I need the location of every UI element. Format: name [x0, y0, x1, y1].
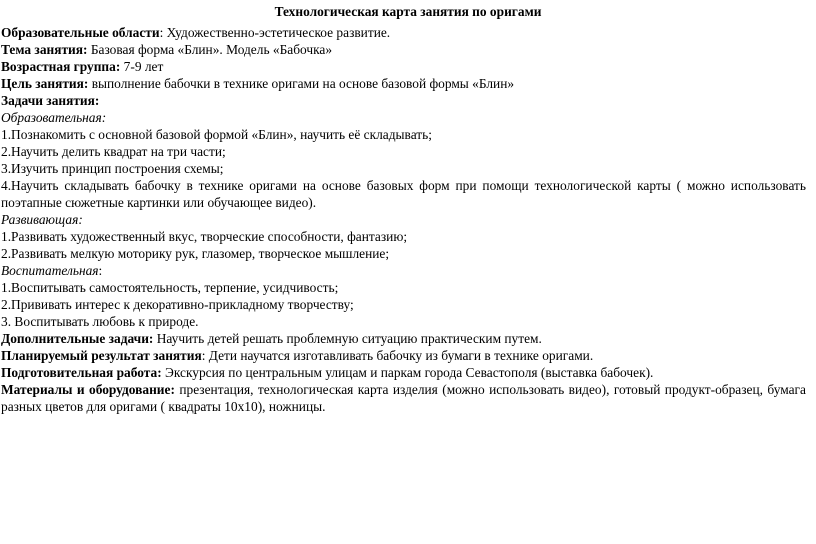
list-item: 2.Прививать интерес к декоративно-прикладному творчеству; [1, 297, 354, 312]
field-value: Научить детей решать проблемную ситуацию практическим путем. [153, 331, 542, 346]
field-value: выполнение бабочки в технике оригами на основе базовой формы «Блин» [88, 76, 515, 91]
field-value: Базовая форма «Блин». Модель «Бабочка» [87, 42, 333, 57]
field-materials [1, 381, 806, 415]
list-item: 3. Воспитывать любовь к природе. [1, 314, 199, 329]
field-label: Образовательные области [1, 25, 160, 40]
field-prep [1, 364, 806, 381]
list-item: 1.Воспитывать самостоятельность, терпение, усидчивость; [1, 280, 339, 295]
field-areas [1, 24, 806, 41]
field-value: презентация, технологическая карта изделия (можно использовать видео), готовый продукт-образец, бумага разных цветов для оригами ( квадраты 10x10), ножницы. [1, 382, 806, 414]
list-item: 2.Научить делить квадрат на три части; [1, 144, 226, 159]
list-item: 4.Научить складывать бабочку в технике оригами на основе базовых форм при помощи технологической карты ( можно использовать поэтапные сюжетные картинки или обучающее видео). [1, 178, 806, 210]
field-value: 7-9 лет [120, 59, 164, 74]
field-value: : Дети научатся изготавливать бабочку из бумаги в технике оригами. [201, 348, 594, 363]
developing-label: Развивающая: [1, 212, 83, 227]
field-value: Экскурсия по центральным улицам и паркам города Севастополя (выставка бабочек). [161, 365, 654, 380]
field-goal [1, 75, 806, 92]
field-label: Подготовительная работа: [1, 365, 162, 380]
separator: : [159, 25, 167, 40]
upbringing-label-line [1, 262, 806, 279]
field-label: Планируемый результат занятия [1, 348, 202, 363]
field-result [1, 347, 806, 364]
field-label: Дополнительные задачи: [1, 331, 154, 346]
field-label: Цель занятия: [1, 76, 89, 91]
field-label: Материалы и оборудование: [1, 382, 175, 397]
list-item: 3.Изучить принцип построения схемы; [1, 161, 224, 176]
field-additional [1, 330, 806, 347]
tasks-heading [1, 92, 806, 109]
list-item: 1.Познакомить с основной базовой формой «Блин», научить её складывать; [1, 127, 432, 142]
list-item: 2.Развивать мелкую моторику рук, глазомер, творческое мышление; [1, 246, 390, 261]
section-heading: Задачи занятия: [1, 93, 100, 108]
upbringing-label: Воспитательная [1, 263, 99, 278]
document-title: Технологическая карта занятия по оригами [274, 4, 542, 19]
field-topic [1, 41, 806, 58]
field-label: Возрастная группа: [1, 59, 121, 74]
educational-label: Образовательная: [1, 110, 107, 125]
list-item: 1.Развивать художественный вкус, творческие способности, фантазию; [1, 229, 408, 244]
field-age [1, 58, 806, 75]
separator: : [98, 263, 103, 278]
document-body [1, 24, 806, 415]
field-label: Тема занятия: [1, 42, 88, 57]
field-value: Художественно-эстетическое развитие. [166, 25, 391, 40]
